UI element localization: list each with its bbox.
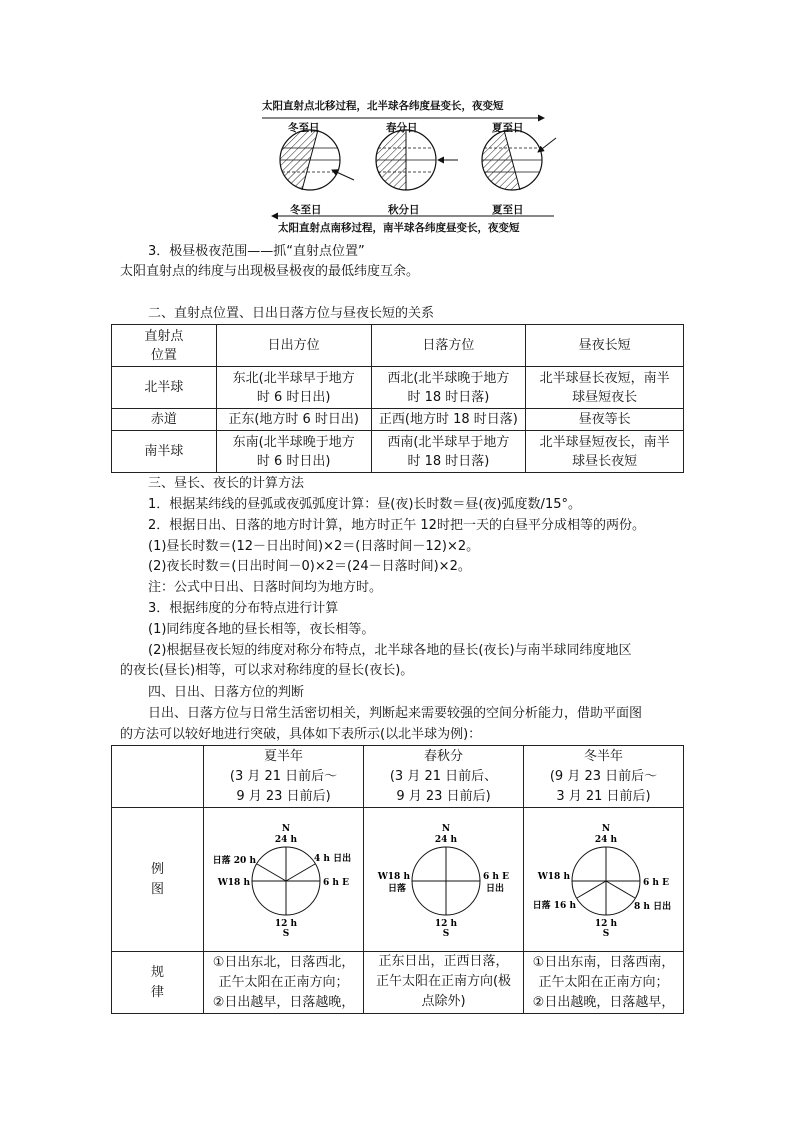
figure-top-caption: 太阳直射点北移过程，北半球各纬度昼变长，夜变短 <box>262 100 504 112</box>
hour-24-label: 24 h <box>434 834 458 845</box>
col-header-winter: 冬半年 (9 月 23 日前后～ 3 月 21 日前后) <box>524 746 684 808</box>
table-cell: 西南(北半球早于地方 时 18 时日落) <box>371 431 526 473</box>
section-three-line: 3．根据纬度的分布特点进行计算 <box>148 601 339 616</box>
sun-path-diagram-summer <box>204 809 362 951</box>
sun-path-diagram-winter <box>524 809 682 951</box>
section-three-line: 的夜长(昼长)相等，可以求对称纬度的昼长(夜长)。 <box>120 663 414 678</box>
sun-path-diagram-equinox <box>364 809 522 951</box>
globe-winter-solstice <box>268 128 354 192</box>
col-header-summer: 夏半年 (3 月 21 日前后～ 9 月 23 日前后) <box>204 746 364 808</box>
north-label: N <box>601 823 611 834</box>
north-label: N <box>281 823 291 834</box>
east-label: 6 h E <box>483 871 509 882</box>
figure-label-top-2: 春分日 <box>386 122 418 134</box>
hour-12-label: 12 h <box>434 918 458 929</box>
section3-text: 太阳直射点的纬度与出现极昼极夜的最低纬度互余。 <box>120 264 420 279</box>
table-cell: 北半球 <box>112 367 217 409</box>
section-three-line: 2．根据日出、日落的地方时计算，地方时正午 12时把一天的白昼平分成相等的两份。 <box>148 518 645 533</box>
table-cell: 东北(北半球早于地方 时 6 时日出) <box>216 367 371 409</box>
section-four-line: 的方法可以较好地进行突破，具体如下表所示(以北半球为例)： <box>120 727 482 742</box>
table-row <box>112 367 684 409</box>
hour-24-label: 24 h <box>594 834 618 845</box>
section3-heading: 3．极昼极夜范围——抓“直射点位置” <box>148 244 365 259</box>
table-corner-cell <box>112 746 204 808</box>
section-three-line: 1．根据某纬线的昼弧或夜弧弧度计算：昼(夜)长时数＝昼(夜)弧度数/15°。 <box>148 497 581 512</box>
figure-label-bottom-2: 秋分日 <box>388 204 420 216</box>
globe-equinox <box>376 130 458 190</box>
table-cell: 赤道 <box>112 409 217 431</box>
section-four-line: 日出、日落方位与日常生活密切相关，判断起来需要较强的空间分析能力，借助平面图 <box>148 706 643 721</box>
figure-label-top-3: 夏至日 <box>492 122 524 134</box>
table-cell: 昼夜等长 <box>526 409 684 431</box>
sunset-label: 日落 20 h <box>212 855 257 866</box>
sunset-label: 日落 16 h <box>532 900 576 911</box>
table-cell: 南半球 <box>112 431 217 473</box>
sunrise-direction-table <box>111 745 684 1014</box>
north-label: N <box>441 823 451 834</box>
east-label: 6 h E <box>323 877 349 888</box>
south-label: S <box>282 928 290 939</box>
west-label: W18 h <box>217 877 251 888</box>
rule-cell-equinox: 正东日出，正西日落， 正午太阳在正南方向(极 点除外) <box>364 952 524 1014</box>
table-row <box>112 409 684 431</box>
south-label: S <box>602 928 610 939</box>
table-cell: 北半球昼短夜长，南半 球昼长夜短 <box>526 431 684 473</box>
hour-12-label: 12 h <box>594 918 618 929</box>
table-cell: 东南(北半球晚于地方 时 6 时日出) <box>216 431 371 473</box>
sunset-label: 日落 <box>388 883 407 894</box>
figure-label-top-1: 冬至日 <box>288 122 320 134</box>
table-cell: 北半球昼长夜短，南半 球昼短夜长 <box>526 367 684 409</box>
rule-cell-winter: ①日出东南，日落西南， 正午太阳在正南方向； ②日出越晚，日落越早， <box>524 952 684 1014</box>
table-row <box>112 431 684 473</box>
section-four-heading: 四、日出、日落方位的判断 <box>148 685 305 700</box>
figure-bottom-caption: 太阳直射点南移过程，南半球各纬度昼变长，夜变短 <box>278 222 520 234</box>
diagram-cell-summer <box>204 808 364 952</box>
table-header-cell: 日落方位 <box>371 325 526 367</box>
hour-24-label: 24 h <box>274 834 298 845</box>
south-label: S <box>442 928 450 939</box>
sunrise-label: 日出 <box>486 883 505 894</box>
hour-12-label: 12 h <box>274 918 298 929</box>
section-three-line: (2)夜长时数＝(日出时间－0)×2＝(24－日落时间)×2。 <box>148 559 471 574</box>
diagram-cell-equinox <box>364 808 524 952</box>
figure-label-bottom-1: 冬至日 <box>290 204 322 216</box>
section-three-line: (1)昼长时数＝(12－日出时间)×2＝(日落时间－12)×2。 <box>148 539 480 554</box>
sunrise-label: 8 h 日出 <box>634 901 672 912</box>
sun-position-table <box>111 324 684 473</box>
sunrise-label: 4 h 日出 <box>314 853 352 864</box>
table-cell: 正西(地方时 18 时日落) <box>371 409 526 431</box>
section-three-heading: 三、昼长、夜长的计算方法 <box>148 476 305 491</box>
rule-cell-summer: ①日出东北，日落西北， 正午太阳在正南方向； ②日出越早，日落越晚， <box>204 952 364 1014</box>
section-two-heading: 二、直射点位置、日出日落方位与昼夜长短的关系 <box>148 306 435 321</box>
east-label: 6 h E <box>643 877 669 888</box>
table-header-cell: 日出方位 <box>216 325 371 367</box>
row-label-rule: 规 律 <box>112 952 204 1014</box>
globe-summer-solstice <box>480 128 556 192</box>
section-three-line: (1)同纬度各地的昼长相等，夜长相等。 <box>148 622 375 637</box>
figure-label-bottom-3: 夏至日 <box>492 204 524 216</box>
section-three-line: 注：公式中日出、日落时间均为地方时。 <box>148 580 383 595</box>
row-label-example: 例 图 <box>112 808 204 952</box>
section-three-line: (2)根据昼夜长短的纬度对称分布特点，北半球各地的昼长(夜长)与南半球同纬度地区 <box>148 643 632 658</box>
table-cell: 正东(地方时 6 时日出) <box>216 409 371 431</box>
diagram-cell-winter <box>524 808 684 952</box>
west-label: W18 h <box>377 871 411 882</box>
col-header-equinox: 春秋分 (3 月 21 日前后、 9 月 23 日前后) <box>364 746 524 808</box>
earth-illumination-figure <box>258 96 558 236</box>
table-header-cell: 直射点 位置 <box>112 325 217 367</box>
table-cell: 西北(北半球晚于地方 时 18 时日落) <box>371 367 526 409</box>
table-header-cell: 昼夜长短 <box>526 325 684 367</box>
west-label: W18 h <box>537 871 570 882</box>
